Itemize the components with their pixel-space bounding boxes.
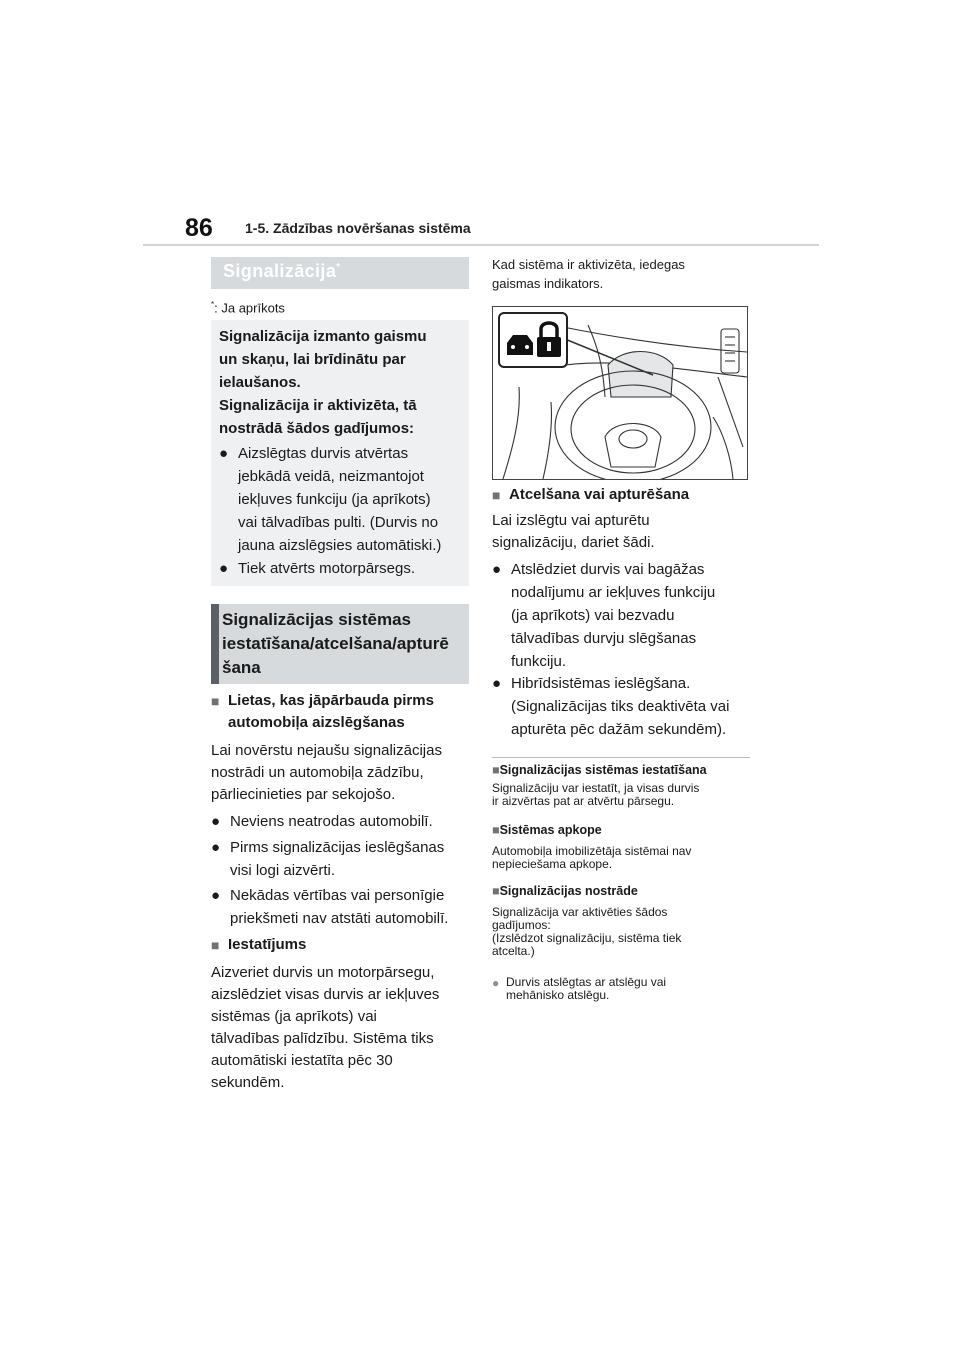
list-item: ● Aizslēgtas durvis atvērtas jebkādā veidā, neizmantojot iekļuves funkciju (ja aprīkots) vai tālvadības pulti. (Durvis no jauna aizslēgsies automātiski.)	[219, 442, 469, 562]
square-bullet-icon: ■	[492, 487, 501, 503]
paragraph-setting: Aizveriet durvis un motorpārsegu, aizslēdziet visas durvis ar iekļuves sistēmas (ja aprīkots) vai tālvadības palīdzību. Sistēma tiks automātiski iestatīta pēc 30 sekundēm.	[211, 964, 440, 1091]
note-text: Signalizāciju var iestatīt, ja visas durvis ir aizvērtas pat ar atvērtu pārsegu.	[492, 781, 700, 808]
note-title: ■Sistēmas apkope	[492, 823, 602, 837]
paragraph-checks: Lai novērstu nejaušu signalizācijas nostrādi un automobiļa zādzību, pārliecinieties par sekojošo.	[211, 742, 442, 803]
square-bullet-icon: ■	[492, 884, 500, 898]
page-number: 86	[185, 214, 213, 242]
list-item: ● Nekādas vērtības vai personīgie priekšmeti nav atstāti automobilī.	[211, 884, 471, 930]
note-text: Signalizācija var aktivēties šādos gadījumos: (Izslēdzot signalizāciju, sistēma tiek atcelta.)	[492, 905, 682, 958]
section-title-accent-bar	[211, 604, 219, 684]
list-item: ● Neviens neatrodas automobilī.	[211, 810, 471, 834]
bullet-icon: ●	[492, 976, 500, 990]
list-item: ● Hibrīdsistēmas ieslēgšana. (Signalizācijas tiks deaktivēta vai apturēta pēc dažām sekundēm).	[492, 672, 754, 742]
list-item: ● Tiek atvērts motorpārsegs.	[219, 557, 469, 581]
subheading-cancel: ■ Atcelšana vai apturēšana	[492, 484, 752, 506]
bullet-icon: ●	[219, 445, 229, 462]
list-item: ● Atslēdziet durvis vai bagāžas nodalījumu ar iekļuves funkciju (ja aprīkots) vai bezvadu tālvadības durvju slēgšanas funkciju.	[492, 558, 754, 673]
section-title-setting: Signalizācijas sistēmas iestatīšana/atcelšana/apturē šana	[222, 610, 449, 677]
square-bullet-icon: ■	[492, 823, 500, 837]
indicator-intro: Kad sistēma ir aktivizēta, iedegas gaismas indikators.	[492, 257, 685, 291]
note-title: ■Signalizācijas sistēmas iestatīšana	[492, 763, 707, 777]
bullet-icon: ●	[211, 887, 221, 904]
subheading-setting: ■ Iestatījums	[211, 934, 471, 956]
notes-divider	[492, 757, 750, 758]
bullet-icon: ●	[492, 675, 502, 692]
car-lock-indicator-icon	[499, 313, 567, 367]
subheading-checks: ■ Lietas, kas jāpārbauda pirms automobiļa aizslēgšanas	[211, 692, 434, 731]
square-bullet-icon: ■	[211, 937, 220, 953]
list-item: ● Pirms signalizācijas ieslēgšanas visi logi aizvērti.	[211, 836, 471, 882]
bullet-icon: ●	[219, 560, 229, 577]
dashboard-illustration	[492, 306, 748, 480]
paragraph-cancel: Lai izslēgtu vai apturētu signalizāciju, dariet šādi.	[492, 512, 655, 551]
note-text: Automobiļa imobilizētāja sistēmai nav nepieciešama apkope.	[492, 844, 692, 871]
square-bullet-icon: ■	[211, 693, 220, 709]
bullet-icon: ●	[492, 561, 502, 578]
note-title: ■Signalizācijas nostrāde	[492, 884, 638, 898]
header-divider	[143, 244, 819, 246]
footnote: *: Ja aprīkots	[211, 300, 285, 316]
list-item: ● Durvis atslēgtas ar atslēgu vai mehānisko atslēgu.	[492, 975, 667, 1002]
section-title-alarm: Signalizācija*	[211, 257, 469, 289]
security-indicator-dashboard-illustration	[493, 307, 747, 479]
bullet-icon: ●	[211, 813, 221, 830]
info-box-intro: Signalizācija izmanto gaismu un skaņu, lai brīdinātu par ielaušanos. Signalizācija ir aktivizēta, tā nostrādā šādos gadījumos:	[219, 328, 427, 437]
bullet-icon: ●	[211, 839, 221, 856]
square-bullet-icon: ■	[492, 763, 500, 777]
chapter-title: 1-5. Zādzības novēršanas sistēma	[245, 220, 471, 236]
